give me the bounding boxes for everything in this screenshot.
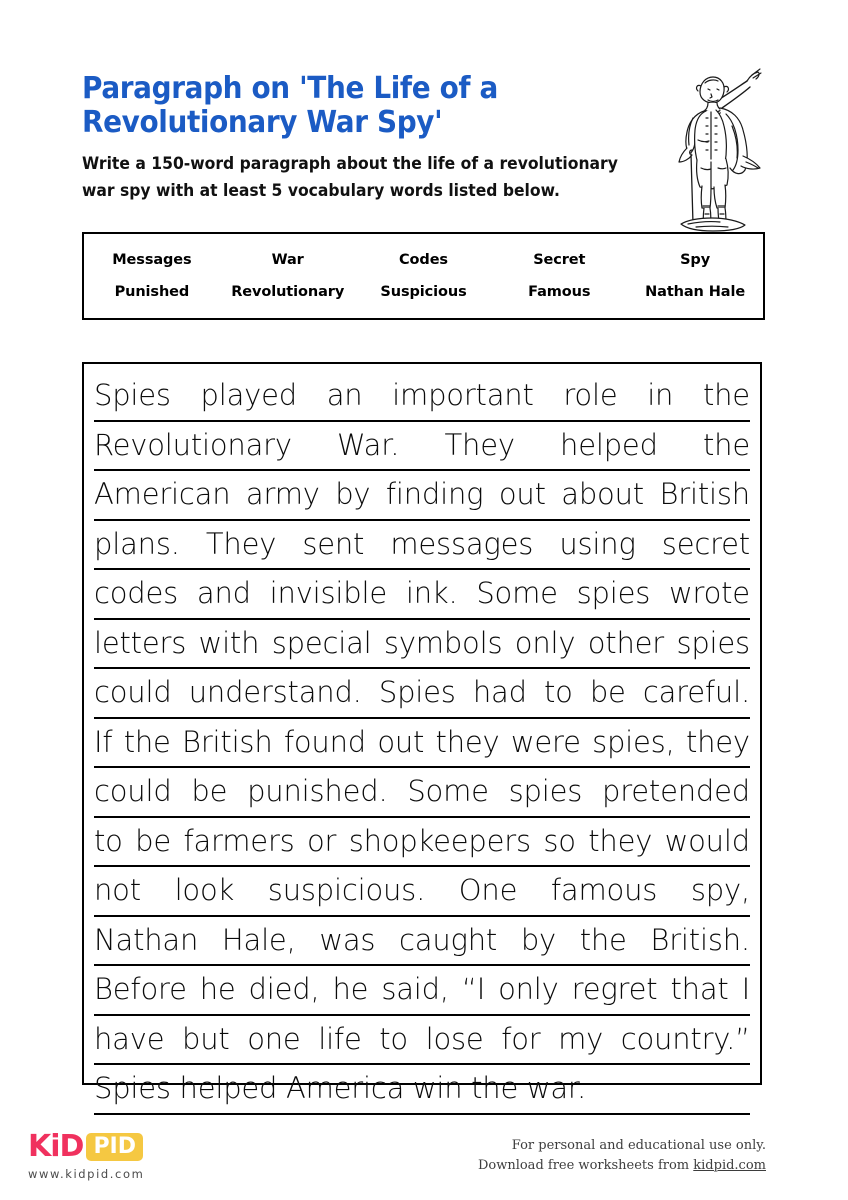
kidpid-logo	[28, 1130, 228, 1181]
answer-line[interactable]	[94, 372, 750, 422]
answer-word: he	[332, 972, 369, 1006]
answer-word: other	[587, 625, 665, 660]
answer-word: the	[702, 378, 750, 412]
answer-word: Some	[407, 774, 489, 808]
vocabulary-word: Nathan Hale	[645, 284, 746, 300]
answer-word: the	[579, 922, 627, 957]
answer-word: British	[182, 724, 273, 759]
footer-usage-note	[446, 1136, 766, 1176]
answer-word: only	[514, 625, 576, 660]
answer-word: invisible	[269, 576, 388, 610]
answer-word: with	[198, 625, 260, 660]
answer-word: “I	[461, 972, 486, 1006]
answer-line[interactable]	[94, 966, 750, 1016]
answer-line[interactable]	[94, 818, 750, 868]
vocabulary-word: Secret	[533, 252, 586, 268]
answer-line[interactable]	[94, 917, 750, 967]
revolutionary-war-soldier-statue-icon	[648, 56, 778, 228]
vocabulary-word: Messages	[112, 252, 192, 268]
answer-word: that	[670, 972, 729, 1006]
answer-word: army	[245, 477, 320, 511]
answer-word: If	[94, 724, 113, 759]
answer-word: famous	[550, 873, 658, 907]
answer-word: war.	[526, 1071, 586, 1105]
logo-wordmark	[28, 1130, 228, 1164]
footer-note-prefix: Download free worksheets from	[477, 1158, 694, 1173]
logo-kid-text: KiD	[28, 1129, 84, 1164]
answer-word: American	[94, 477, 231, 511]
answer-word: died,	[248, 972, 320, 1006]
answer-word: be	[191, 774, 228, 808]
answer-word: the	[471, 1071, 519, 1105]
answer-line[interactable]	[94, 620, 750, 670]
answer-word: Spies	[94, 378, 171, 412]
answer-word: in	[647, 378, 674, 412]
answer-word: for	[501, 1021, 541, 1056]
answer-word: only	[498, 972, 559, 1006]
answer-line[interactable]	[94, 570, 750, 620]
answer-word: One	[458, 873, 518, 907]
answer-word: important	[392, 378, 534, 412]
answer-word: spies,	[592, 724, 675, 759]
answer-word: about	[561, 477, 644, 511]
answer-word: British	[659, 477, 750, 511]
vocabulary-word: Suspicious	[380, 284, 467, 300]
answer-word: spy,	[690, 873, 750, 907]
answer-word: sent	[302, 526, 365, 561]
answer-line[interactable]	[94, 768, 750, 818]
answer-word: punished.	[247, 774, 388, 808]
answer-line[interactable]	[94, 471, 750, 521]
answer-word: farmers	[183, 823, 295, 858]
answer-word: shopkeepers	[348, 823, 531, 858]
answer-word: out	[498, 477, 546, 511]
answer-word: ink.	[405, 576, 458, 610]
answer-line[interactable]	[94, 867, 750, 917]
answer-word: They	[205, 526, 277, 561]
answer-word: British.	[650, 922, 750, 957]
answer-word: they	[685, 724, 750, 759]
kidpid-link[interactable]: kidpid.com	[693, 1158, 766, 1173]
answer-line[interactable]	[94, 669, 750, 719]
answer-word: America	[285, 1071, 405, 1105]
answer-word: one	[247, 1021, 301, 1056]
footer-note-line1: For personal and educational use only.	[511, 1138, 766, 1153]
answer-word: have	[94, 1021, 165, 1056]
answer-word: the	[123, 724, 171, 759]
answer-word: pretended	[602, 774, 750, 808]
answer-word: suspicious.	[267, 873, 426, 907]
answer-word: letters	[94, 625, 187, 660]
vocabulary-word: Punished	[114, 284, 190, 300]
answer-word: finding	[385, 477, 484, 511]
answer-word: look	[174, 873, 235, 907]
answer-word: my	[558, 1021, 604, 1056]
answer-word: to	[379, 1021, 408, 1056]
answer-line[interactable]	[94, 422, 750, 472]
answer-word: they	[588, 823, 653, 858]
page-title: Paragraph on 'The Life of a Revolutionary War Spy'	[82, 71, 498, 140]
answer-word: be	[135, 823, 172, 858]
vocabulary-word: Spy	[680, 252, 711, 268]
answer-word: would	[664, 823, 750, 858]
answer-word: he	[199, 972, 236, 1006]
answer-word: so	[543, 823, 576, 858]
answer-word: caught	[399, 922, 498, 957]
answer-word: Spies	[378, 675, 456, 709]
answer-word: be	[589, 675, 626, 709]
answer-word: careful.	[642, 675, 750, 709]
answer-word: spies	[576, 576, 651, 610]
vocabulary-word: War	[271, 252, 304, 268]
vocabulary-word: Codes	[399, 252, 448, 268]
answer-word: was	[319, 922, 376, 957]
answer-word: using	[559, 526, 636, 561]
answer-word: Revolutionary	[94, 427, 292, 462]
answer-word: win	[412, 1071, 463, 1105]
answer-word: special	[271, 625, 372, 660]
answer-word: helped	[560, 427, 658, 462]
answer-word: or	[307, 823, 337, 858]
answer-word: life	[318, 1021, 362, 1056]
answer-word: understand.	[188, 675, 362, 709]
answer-word: by	[520, 922, 556, 957]
answer-word: helped	[179, 1071, 278, 1105]
answer-word: They	[444, 427, 515, 462]
answer-word: spies	[508, 774, 583, 808]
answer-word: had	[472, 675, 527, 709]
worksheet-instructions: Write a 150-word paragraph about the life of a revolutionary war spy with at least 5 vocabulary words listed below.	[82, 154, 618, 200]
answer-word: War.	[337, 427, 400, 462]
answer-line[interactable]	[94, 1065, 750, 1115]
answer-line[interactable]	[94, 719, 750, 769]
answer-word: to	[543, 675, 573, 709]
answer-word: found	[283, 724, 366, 759]
answer-word: were	[510, 724, 581, 759]
answer-word: Some	[476, 576, 558, 610]
answer-word: Spies	[94, 1071, 171, 1105]
answer-word: and	[196, 576, 251, 610]
answer-line[interactable]	[94, 1016, 750, 1066]
answer-word: messages	[390, 526, 534, 561]
vocabulary-word-box	[82, 232, 765, 320]
answer-word: not	[94, 873, 141, 907]
answer-line[interactable]	[94, 521, 750, 571]
footer-note-line2	[446, 1156, 766, 1176]
answer-word: said,	[381, 972, 449, 1006]
answer-word: the	[703, 427, 750, 462]
logo-pid-badge: PID	[86, 1133, 143, 1161]
answer-word: to	[94, 823, 123, 858]
vocabulary-row	[84, 284, 763, 300]
vocabulary-word: Revolutionary	[231, 284, 345, 300]
answer-word: wrote	[668, 576, 750, 610]
answer-word: spies	[676, 625, 750, 660]
answer-word: codes	[94, 576, 179, 610]
answer-word: symbols	[383, 625, 503, 660]
answer-word: plans.	[94, 526, 180, 561]
answer-word: they	[435, 724, 500, 759]
logo-url-text: www.kidpid.com	[28, 1167, 145, 1181]
answer-word: out	[377, 724, 425, 759]
vocabulary-row	[84, 252, 763, 268]
answer-word: role	[563, 378, 618, 412]
answer-word: country.”	[620, 1021, 750, 1056]
answer-word: Before	[94, 972, 187, 1006]
answer-writing-area[interactable]	[82, 362, 762, 1105]
answer-word: I	[741, 972, 750, 1006]
answer-word: played	[200, 378, 297, 412]
answer-word: an	[326, 378, 363, 412]
answer-word: could	[94, 675, 172, 709]
vocabulary-word: Famous	[528, 284, 591, 300]
answer-word: but	[182, 1021, 230, 1056]
answer-word: regret	[571, 972, 658, 1006]
answer-word: Hale,	[221, 922, 296, 957]
answer-word: lose	[425, 1021, 484, 1056]
answer-word: secret	[661, 526, 750, 561]
answer-word: could	[94, 774, 172, 808]
answer-word: Nathan	[94, 922, 199, 957]
answer-word: by	[335, 477, 371, 511]
